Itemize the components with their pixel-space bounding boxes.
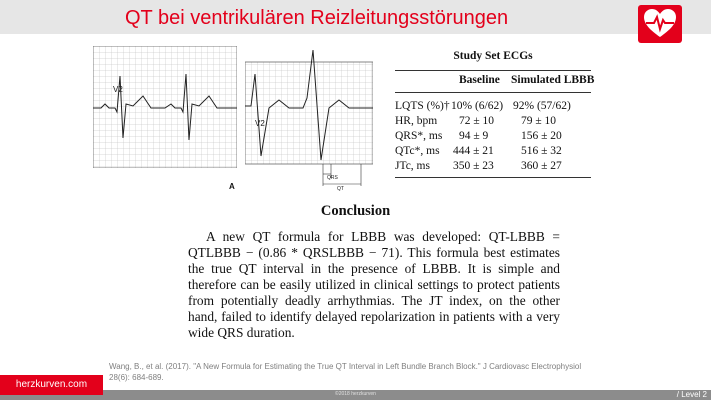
row-lbbb: 92% (57/62) — [513, 100, 571, 112]
table-title: Study Set ECGs — [453, 50, 533, 62]
table-row — [395, 145, 595, 160]
row-baseline: 10% (6/62) — [451, 100, 504, 112]
table-row — [395, 115, 595, 130]
table-rule-mid — [395, 92, 591, 93]
table-row — [395, 130, 595, 145]
table-row — [395, 160, 595, 175]
qrs-label: QRS — [327, 175, 338, 181]
row-lbbb: 360 ± 27 — [521, 160, 562, 172]
svg-text:V2: V2 — [113, 85, 123, 94]
heart-ecg-icon-svg — [642, 8, 678, 40]
row-label: QTc*, ms — [395, 145, 440, 157]
row-baseline: 444 ± 21 — [453, 145, 494, 157]
column-header-lbbb: Simulated LBBB — [511, 74, 595, 86]
svg-text:V2: V2 — [255, 119, 265, 128]
qt-label: QT — [337, 186, 344, 192]
conclusion-heading: Conclusion — [320, 203, 391, 219]
row-lbbb: 516 ± 32 — [521, 145, 562, 157]
row-baseline: 350 ± 23 — [453, 160, 494, 172]
row-lbbb: 156 ± 20 — [521, 130, 562, 142]
row-label: JTc, ms — [395, 160, 430, 172]
row-lbbb: 79 ± 10 — [521, 115, 557, 127]
heart-ecg-icon — [638, 5, 682, 43]
conclusion-text: A new QT formula for LBBB was developed: QT-LBBB = QTLBBB − (0.86 * QRSLBBB − 71). This formula best estimates the true QT interval in the presence of LBBB. It is simple and therefore can be easily utilized in clinical settings to protect patients from potentially deadly arrhythmias. The JT index, on the other hand, failed to identify delayed repolarization in patients with a very wide QRS duration. — [188, 229, 560, 340]
ecg-baseline-figure — [93, 46, 237, 168]
column-header-baseline: Baseline — [459, 74, 500, 86]
row-baseline: 94 ± 9 — [459, 130, 489, 142]
row-label: QRS*, ms — [395, 130, 443, 142]
citation: Wang, B., et al. (2017). "A New Formula for Estimating the True QT Interval in Left Bundle Branch Block." J Cardiovasc Electrophysiol 28(6): 684-689. — [109, 362, 582, 382]
title-bar — [0, 0, 711, 34]
table-row — [395, 100, 595, 115]
level-indicator: / Level 2 — [676, 390, 707, 399]
row-label: HR, bpm — [395, 115, 438, 127]
table-rule-bottom — [395, 177, 591, 178]
ecg-lbbb-figure — [245, 46, 373, 164]
slide-title: QT bei ventrikulären Reizleitungsstörungen — [125, 7, 509, 29]
copyright: ©2018 herzkurven — [335, 391, 376, 397]
figure-label-a: A — [229, 182, 235, 191]
row-label: LQTS (%)† — [395, 100, 450, 112]
table-rule-top — [395, 70, 591, 71]
brand-logo[interactable]: herzkurven.com — [0, 375, 103, 395]
row-baseline: 72 ± 10 — [459, 115, 495, 127]
